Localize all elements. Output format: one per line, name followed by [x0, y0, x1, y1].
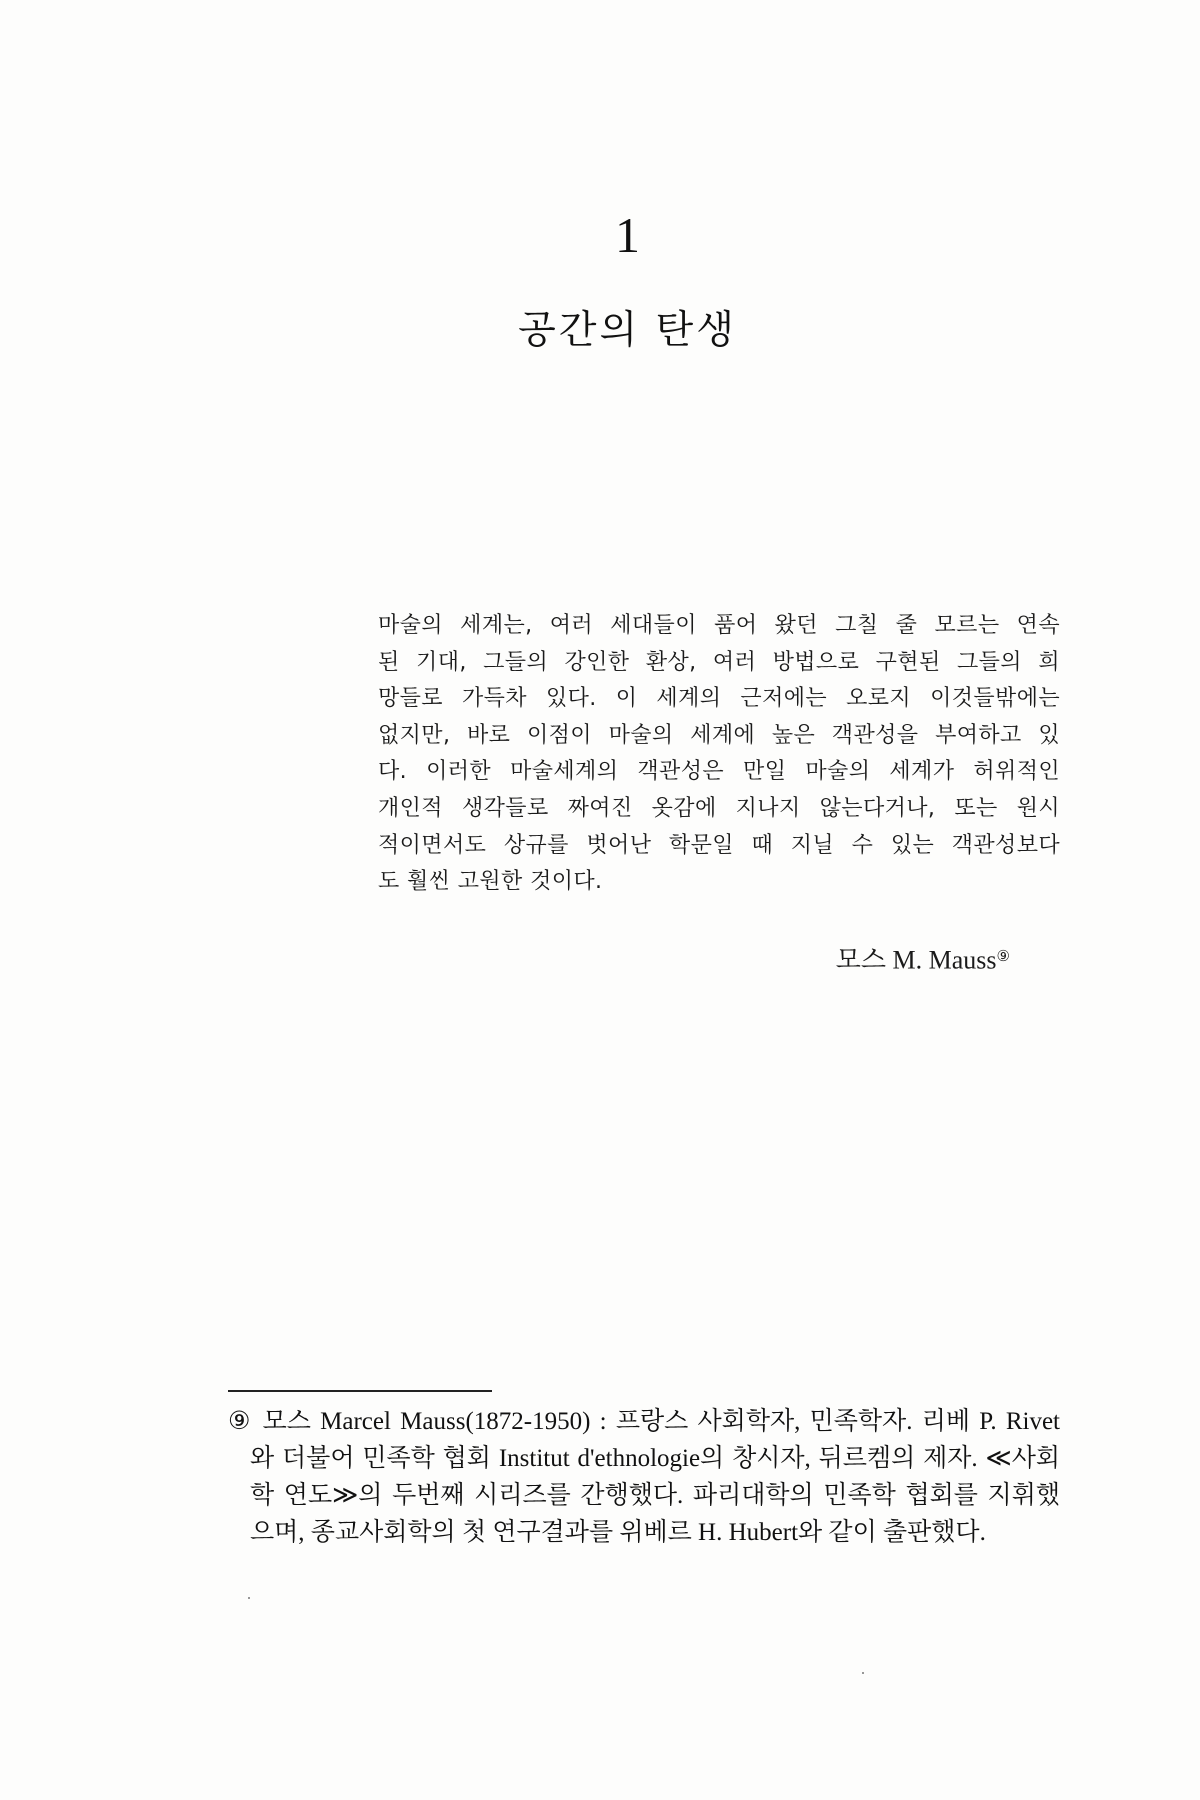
epigraph-quote — [378, 608, 1060, 901]
scan-speck — [248, 1597, 250, 1599]
epigraph-attribution — [836, 938, 1010, 978]
footnote-reference[interactable]: ⑨ — [996, 949, 1010, 965]
footnote — [228, 1403, 1060, 1551]
epigraph-line: 없지만, 바로 이점이 마술의 세계에 높은 객관성을 부여하고 있 — [378, 722, 1060, 748]
chapter-title: 공간의 탄생 — [518, 308, 737, 353]
epigraph-line: 된 기대, 그들의 강인한 환상, 여러 방법으로 구현된 그들의 희 — [378, 649, 1060, 675]
footnote-line: 학 연도≫의 두번째 시리즈를 간행했다. 파리대학의 민족학 협회를 지휘했 — [250, 1482, 1060, 1509]
epigraph-line: 적이면서도 상규를 벗어난 학문일 때 지닐 수 있는 객관성보다 — [378, 832, 1060, 858]
footnote-line: 와 더불어 민족학 협회 Institut d'ethnologie의 창시자, 뒤르켐의 제자. ≪사회 — [250, 1445, 1060, 1472]
epigraph-line: 개인적 생각들로 짜여진 옷감에 지나지 않는다거나, 또는 원시 — [378, 795, 1060, 821]
scan-speck — [862, 1672, 864, 1674]
epigraph-line: 마술의 세계는, 여러 세대들이 품어 왔던 그칠 줄 모르는 연속 — [378, 613, 1060, 638]
epigraph-line: 도 훨씬 고원한 것이다. — [378, 869, 603, 895]
attribution-author: 모스 M. Mauss — [835, 945, 997, 975]
epigraph-line: 다. 이러한 마술세계의 객관성은 만일 마술의 세계가 허위적인 — [378, 759, 1060, 785]
chapter-number: 1 — [615, 207, 640, 263]
footnote-line: ⑨ 모스 Marcel Mauss(1872-1950) : 프랑스 사회학자, 민족학자. 리베 P. Rivet — [228, 1408, 1060, 1435]
epigraph-line: 망들로 가득차 있다. 이 세계의 근저에는 오로지 이것들밖에는 — [378, 686, 1060, 712]
footnote-line: 으며, 종교사회학의 첫 연구결과를 위베르 H. Hubert와 같이 출판했다. — [250, 1519, 986, 1546]
footnote-divider — [228, 1390, 492, 1392]
